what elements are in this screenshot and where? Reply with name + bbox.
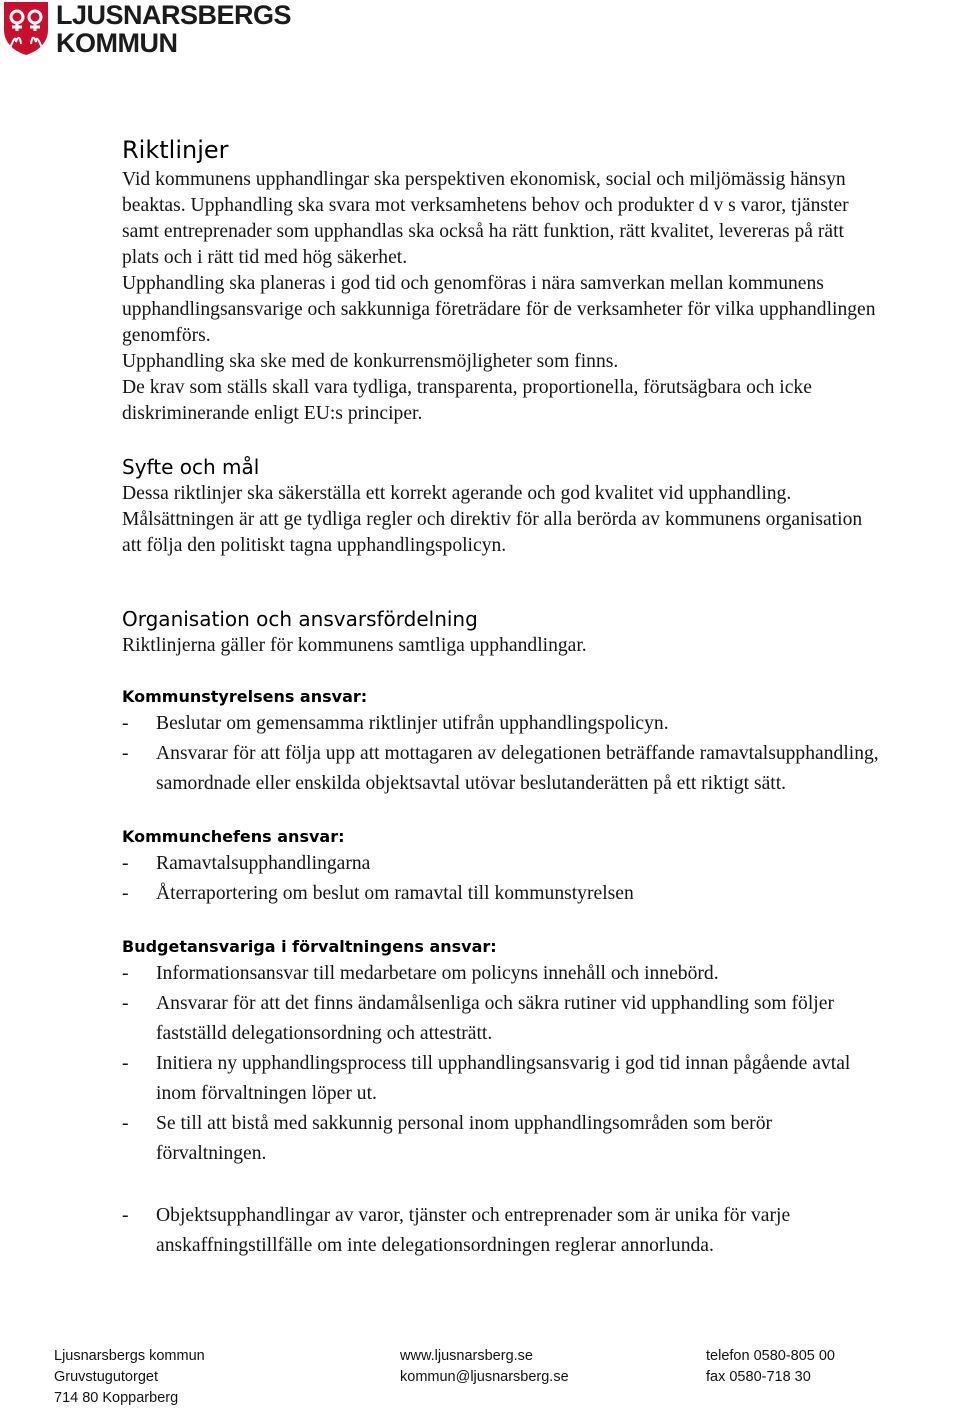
document-body [122, 134, 882, 1261]
footer-org-name: Ljusnarsbergs kommun [54, 1348, 205, 1364]
riktlinjer-paragraph-2: Upphandling ska planeras i god tid och genomföras i nära samverkan mellan kommunens upphandlingsansvarige och sakkunniga företrädare för de verksamheter för vilka upphandlingen genomförs. [122, 273, 876, 346]
budgetansvariga-list [122, 959, 882, 1169]
kommunchefen-list [122, 849, 882, 909]
footer-telephone: telefon 0580-805 00 [706, 1348, 835, 1364]
list-item: - Återraportering om beslut om ramavtal till kommunstyrelsen [122, 883, 634, 904]
coat-of-arms-icon [2, 0, 50, 56]
municipality-logo [2, 0, 292, 58]
footer-web [400, 1346, 569, 1388]
kommunstyrelsen-list [122, 709, 882, 799]
footer-postal: 714 80 Kopparberg [54, 1390, 179, 1406]
riktlinjer-paragraph-3: Upphandling ska ske med de konkurrensmöjligheter som finns. [122, 351, 619, 372]
heading-organisation: Organisation och ansvarsfördelning [122, 607, 478, 631]
list-item: - Se till att bistå med sakkunnig personal inom upphandlingsområden som berör förvaltningen. [122, 1113, 773, 1164]
heading-budgetansvariga: Budgetansvariga i förvaltningens ansvar: [122, 937, 497, 956]
riktlinjer-paragraph-4: De krav som ställs skall vara tydliga, transparenta, proportionella, förutsägbara och icke diskriminerande enligt EU:s principer. [122, 377, 812, 424]
footer-phone [706, 1346, 835, 1388]
footer-address [54, 1346, 205, 1409]
budgetansvariga-extra-list [122, 1201, 882, 1261]
list-item: - Objektsupphandlingar av varor, tjänster och entreprenader som är unika för varje anskaffningstillfälle om inte delegationsordningen reglerar annorlunda. [122, 1205, 791, 1256]
organisation-paragraph: Riktlinjerna gäller för kommunens samtliga upphandlingar. [122, 635, 587, 656]
list-item: - Initiera ny upphandlingsprocess till upphandlingsansvarig i god tid innan pågående avtal inom förvaltningen löper ut. [122, 1053, 851, 1104]
list-item: - Beslutar om gemensamma riktlinjer utifrån upphandlingspolicyn. [122, 713, 669, 734]
heading-syfte: Syfte och mål [122, 455, 260, 479]
footer-website-link[interactable]: www.ljusnarsberg.se [400, 1348, 533, 1364]
list-item: - Ansvarar för att det finns ändamålsenliga och säkra rutiner vid upphandling som följer fastställd delegationsordning och attesträtt. [122, 993, 834, 1044]
logo-line-1: LJUSNARSBERGS [56, 0, 292, 30]
heading-kommunstyrelsen: Kommunstyrelsens ansvar: [122, 687, 368, 706]
footer-email-link[interactable]: kommun@ljusnarsberg.se [400, 1369, 569, 1385]
footer-fax: fax 0580-718 30 [706, 1369, 811, 1385]
list-item: - Ansvarar för att följa upp att mottagaren av delegationen beträffande ramavtalsupphandling, samordnade eller enskilda objektsavtal utövar beslutanderätten på ett riktigt sätt. [122, 743, 879, 794]
riktlinjer-paragraph-1: Vid kommunens upphandlingar ska perspektiven ekonomisk, social och miljömässig hänsyn beaktas. Upphandling ska svara mot verksamhetens behov och produkter d v s varor, tjänster samt entreprenader som upphandlas ska också ha rätt funktion, rätt kvalitet, levereras på rätt plats och i rätt tid med hög säkerhet. [122, 169, 849, 268]
logo-line-2: KOMMUN [56, 28, 178, 58]
footer-street: Gruvstugutorget [54, 1369, 158, 1385]
syfte-paragraph: Dessa riktlinjer ska säkerställa ett korrekt agerande och god kvalitet vid upphandling. Målsättningen är att ge tydliga regler och direktiv för alla berörda av kommunens organisation att följa den politiskt tagna upphandlingspolicyn. [122, 483, 863, 556]
list-item: - Informationsansvar till medarbetare om policyns innehåll och innebörd. [122, 963, 719, 984]
heading-riktlinjer: Riktlinjer [122, 136, 229, 164]
heading-kommunchefen: Kommunchefens ansvar: [122, 827, 345, 846]
list-item: - Ramavtalsupphandlingarna [122, 853, 371, 874]
